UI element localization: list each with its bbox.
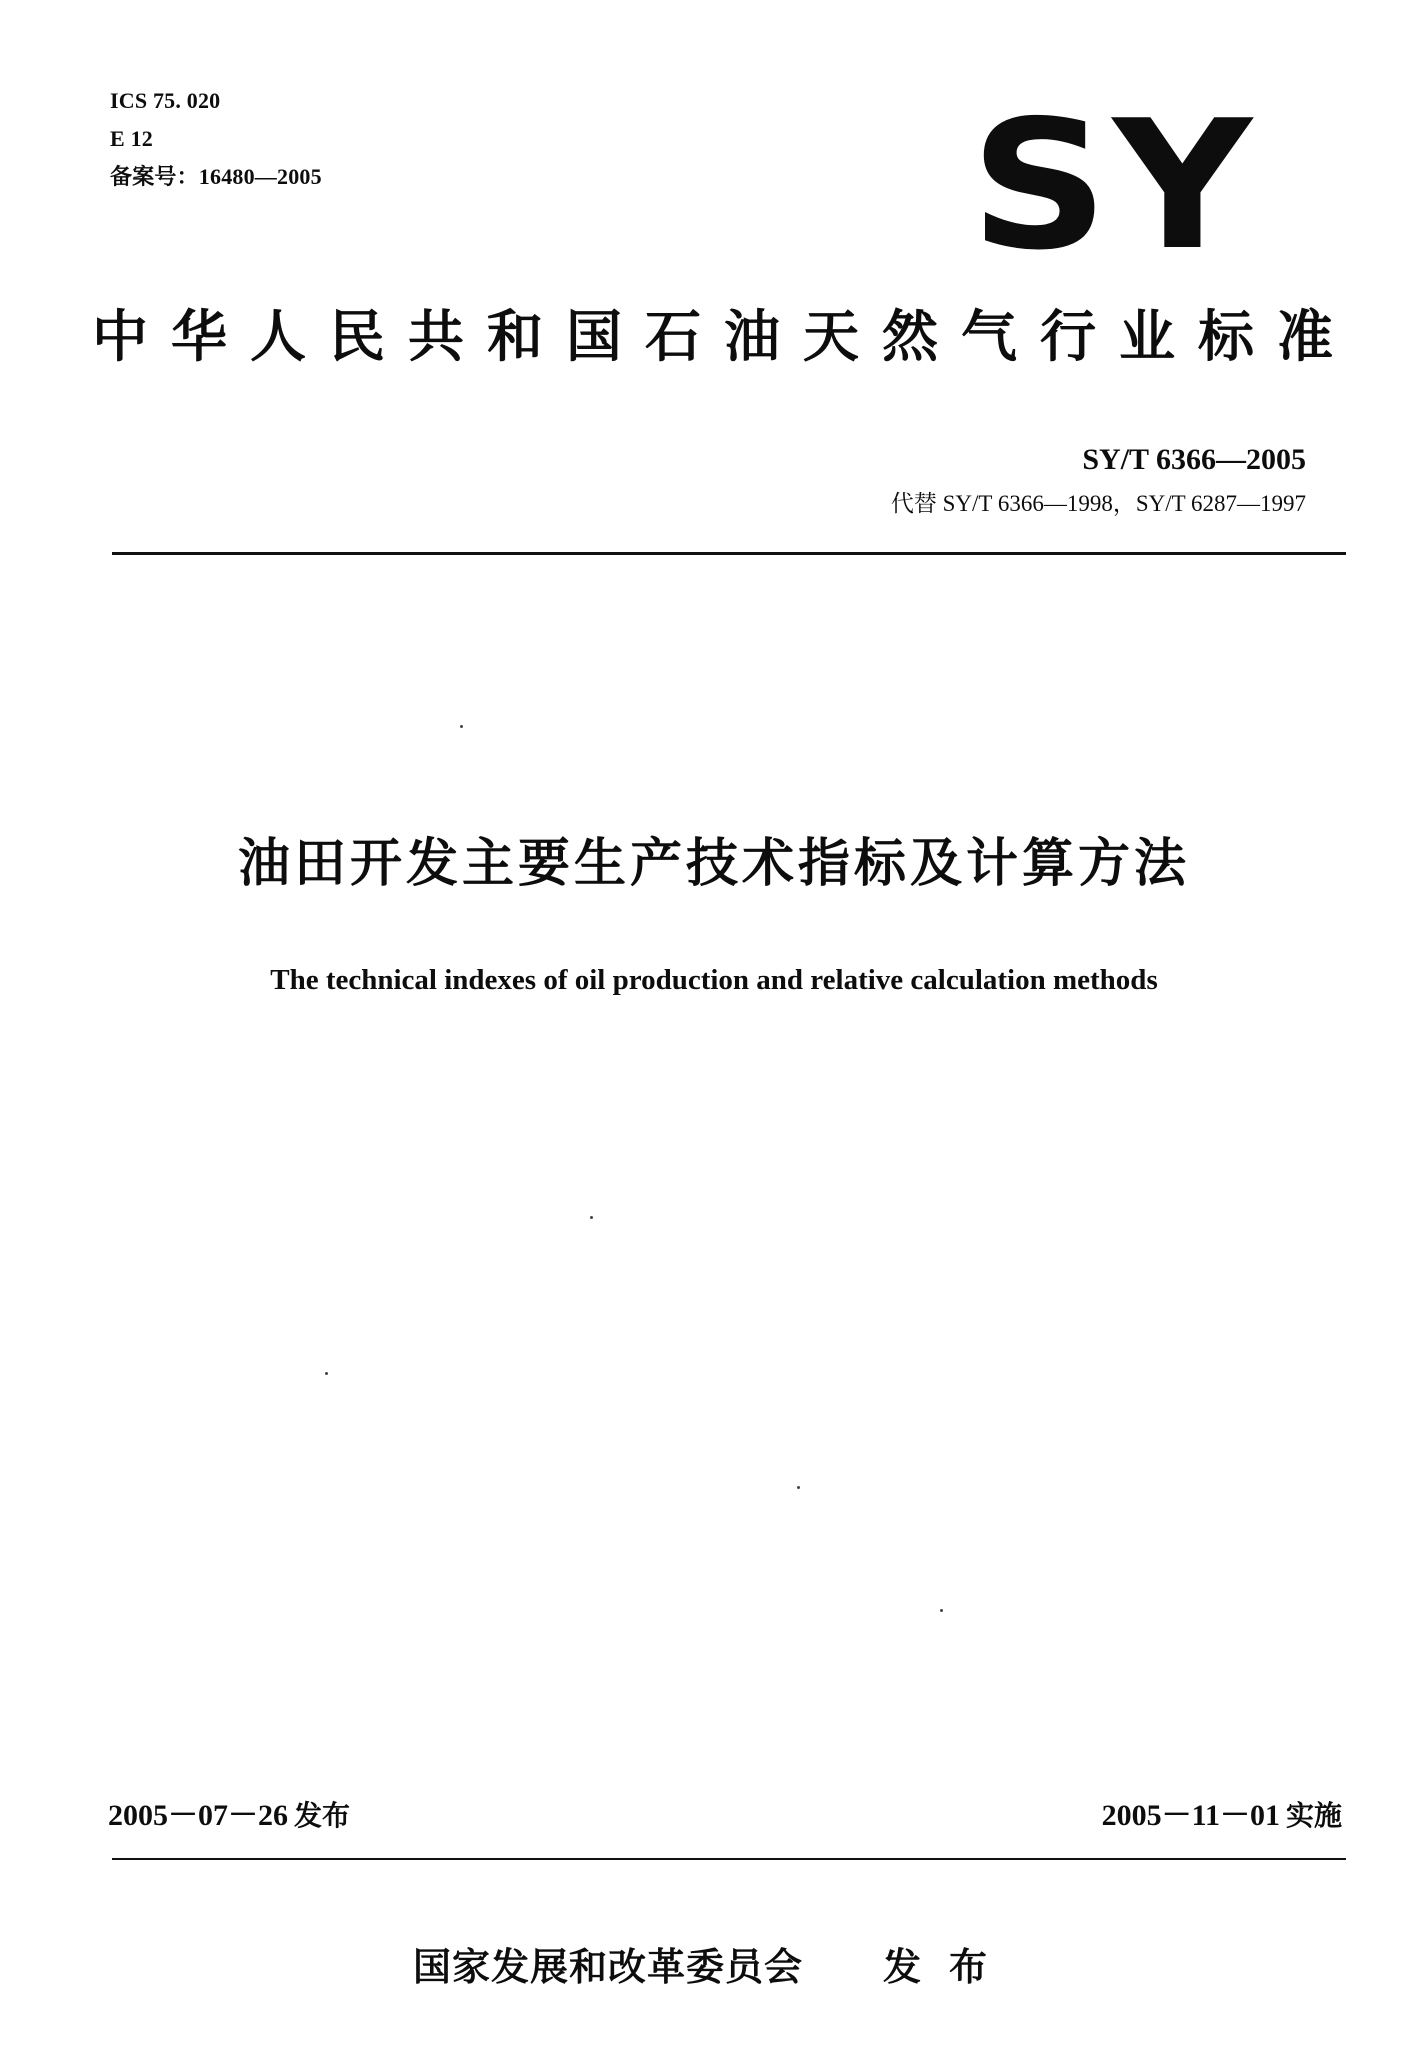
standard-type-heading: 中华人民共和国石油天然气行业标准 — [92, 305, 1356, 370]
standard-number: SY/T 6366—2005 — [1082, 443, 1306, 476]
effective-label: 实施 — [1285, 1799, 1342, 1832]
document-title-english: The technical indexes of oil production and relative calculation methods — [270, 964, 1158, 996]
sy-logo: SY — [970, 82, 1257, 289]
scan-speck — [325, 1372, 328, 1375]
top-divider — [112, 552, 1346, 555]
classification-block — [110, 82, 322, 196]
scan-speck — [797, 1486, 800, 1489]
effective-date: 2005－11－01 — [1101, 1799, 1280, 1832]
scan-speck — [940, 1609, 943, 1612]
effective-date-line — [1102, 1796, 1342, 1836]
issue-label: 发布 — [294, 1799, 351, 1832]
ics-code: ICS 75. 020 — [110, 88, 221, 113]
publisher-action: 发布 — [883, 1945, 1016, 1989]
replaces-standards: 代替 SY/T 6366—1998，SY/T 6287—1997 — [890, 491, 1306, 516]
publisher-line — [0, 1942, 1428, 1992]
ccs-code: E 12 — [110, 126, 153, 151]
document-title: 油田开发主要生产技术指标及计算方法 — [237, 834, 1190, 894]
filing-number: 备案号：16480—2005 — [110, 164, 322, 189]
issue-date: 2005－07－26 — [108, 1799, 288, 1832]
issue-date-line — [108, 1796, 350, 1836]
publisher-organization: 国家发展和改革委员会 — [412, 1945, 803, 1989]
scan-speck — [460, 725, 463, 728]
scan-speck — [590, 1216, 593, 1219]
bottom-divider — [112, 1858, 1346, 1860]
